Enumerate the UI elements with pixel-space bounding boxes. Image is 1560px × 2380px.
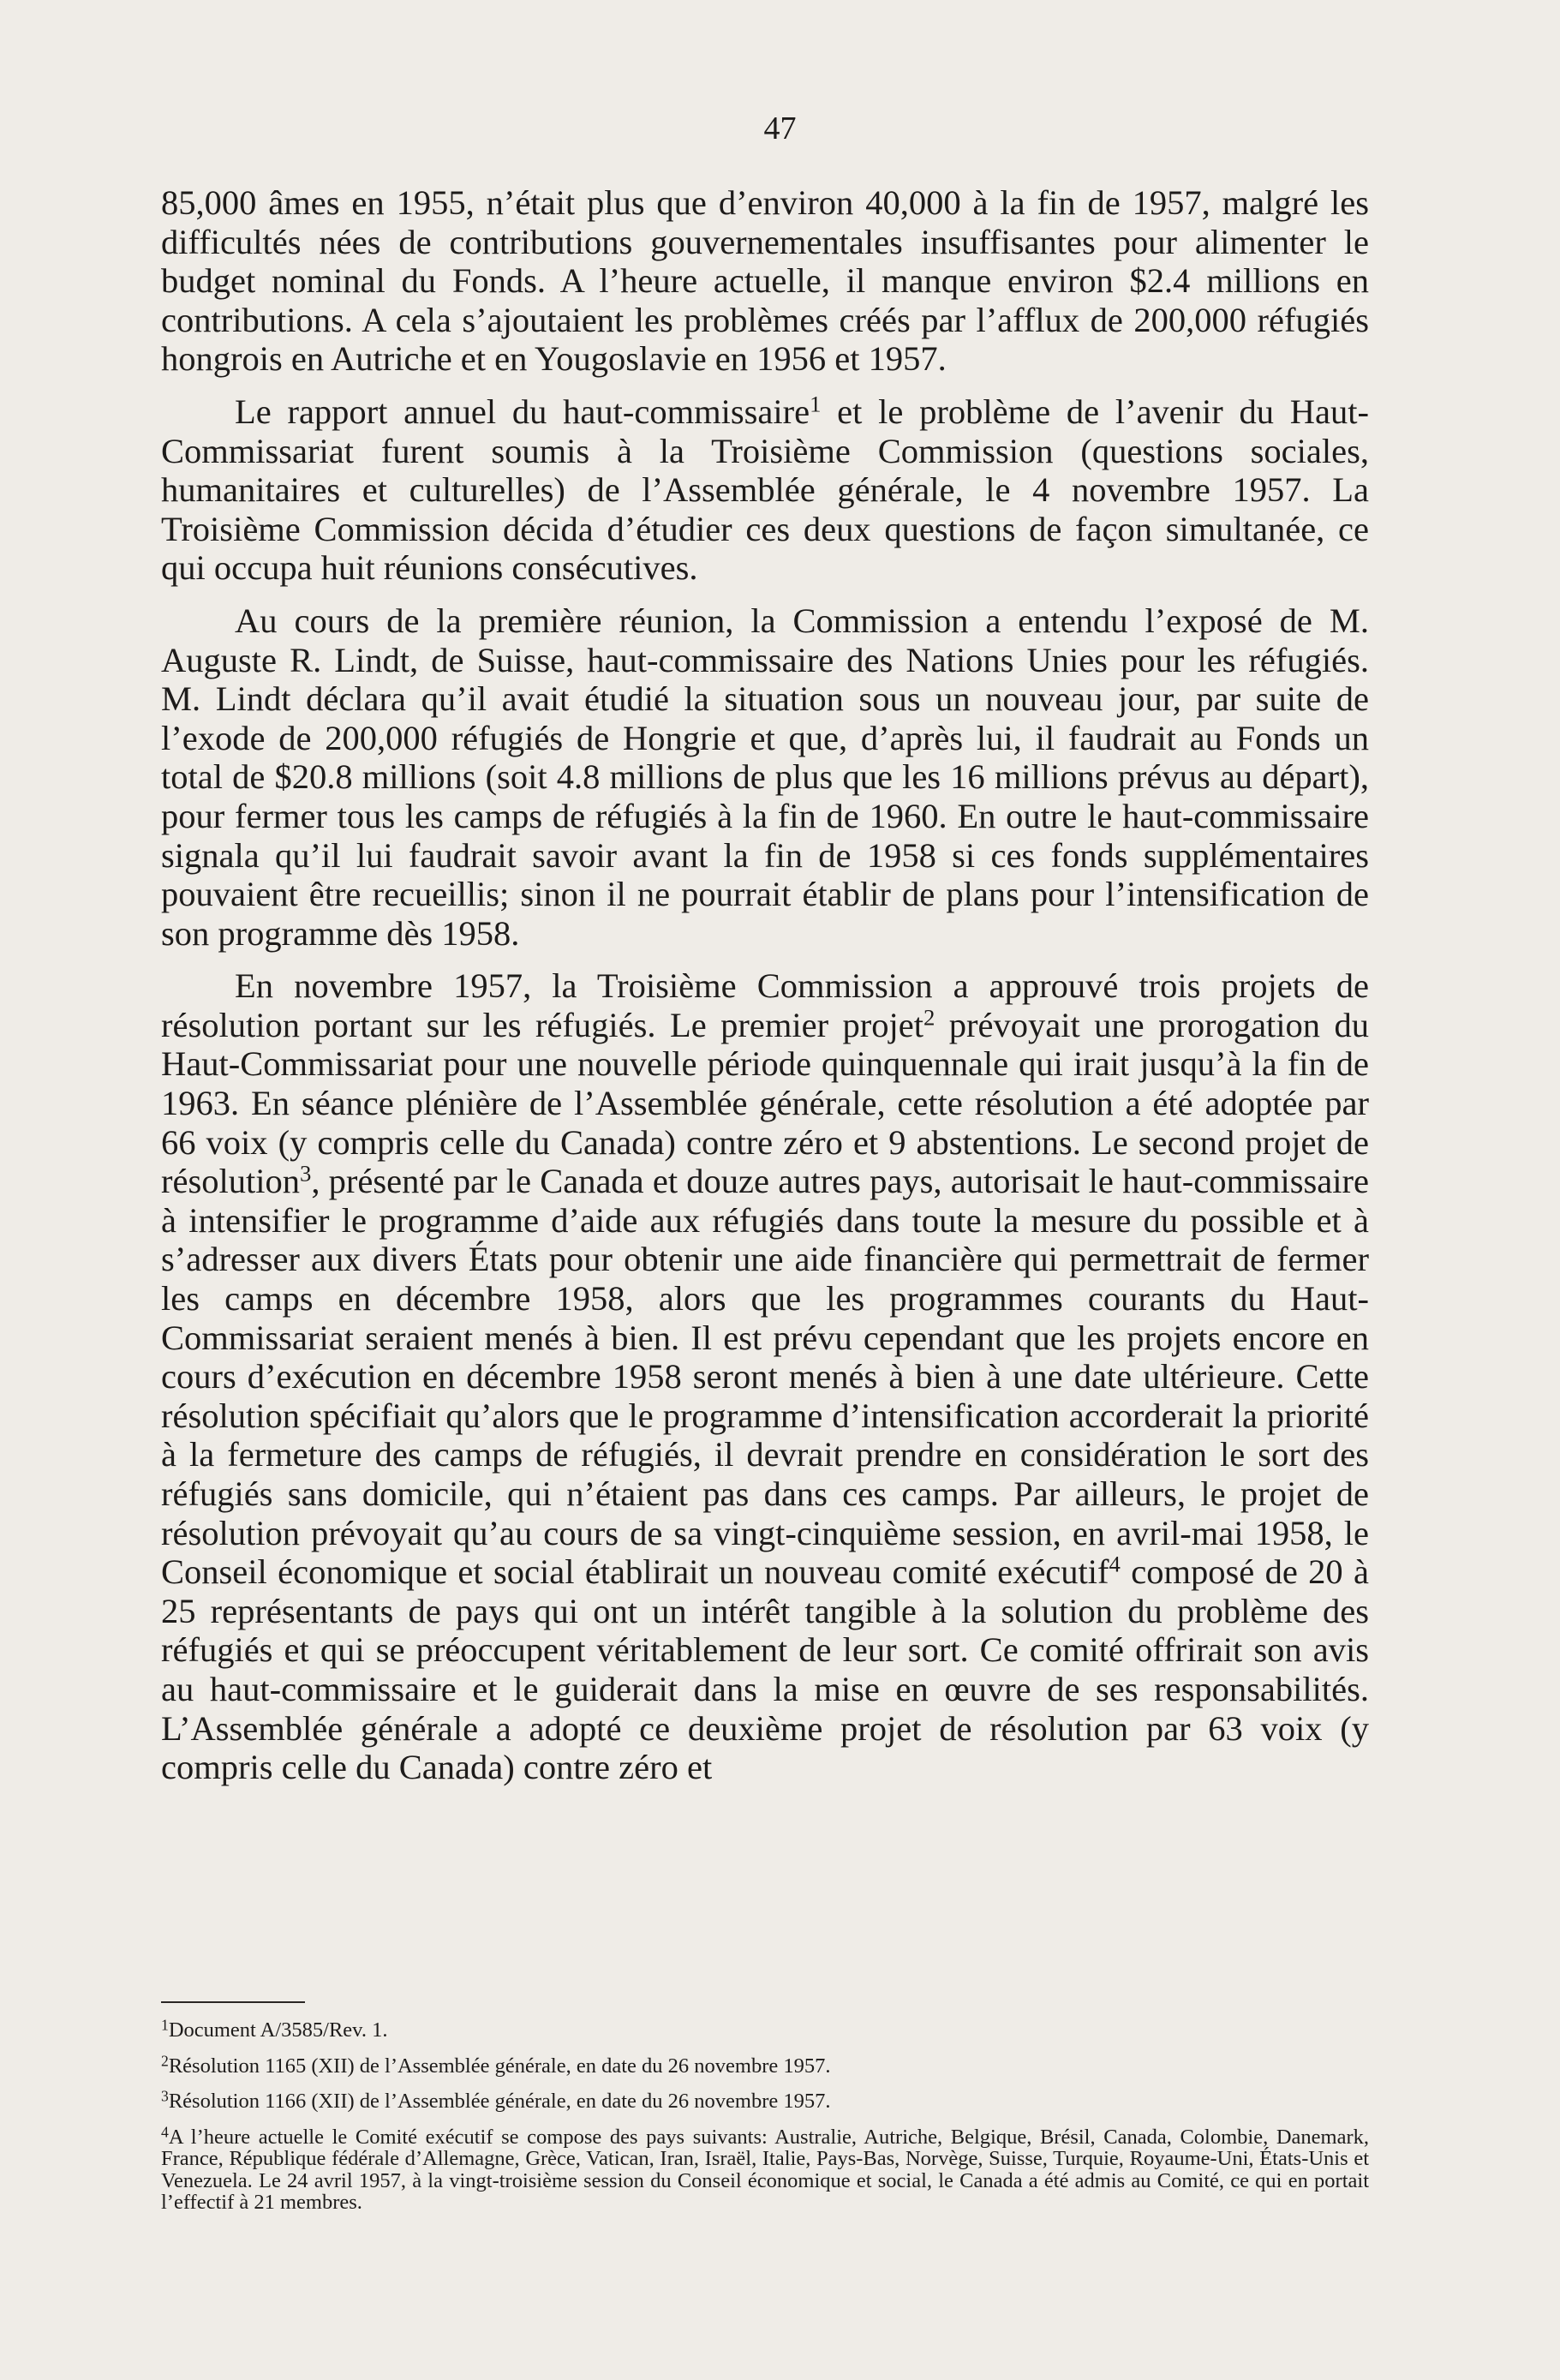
footnote-1	[161, 2016, 1369, 2042]
footnote-4	[161, 2123, 1369, 2214]
paragraph-4-text-c: , présenté par le Canada et douze autres pays, autorisait le haut-commissaire à intensifier le programme d’aide aux réfugiés dans toute la mesure du possible et à s’adresser aux divers États pour obtenir une aide financière qui permettrait de fermer les camps en décembre 1958, alors que les programmes courants du Haut-Commissariat seraient menés à bien. Il est prévu cependant que les projets encore en cours d’exécution en décembre 1958 seront menés à bien à une date ultérieure. Cette résolution spécifiait qu’alors que le programme d’intensification accorderait la priorité à la fermeture des camps de réfugiés, il devrait prendre en considération le sort des réfugiés sans domicile, qui n’étaient pas dans ces camps. Par ailleurs, le projet de résolution prévoyait qu’au cours de sa vingt-cinquième session, en avril-mai 1958, le Conseil économique et social établirait un nouveau comité exécutif	[161, 1162, 1369, 1592]
paragraph-3: Au cours de la première réunion, la Commission a entendu l’exposé de M. Auguste R. Lindt, de Suisse, haut-commissaire des Nations Unies pour les réfugiés. M. Lindt déclara qu’il avait étudié la situation sous un nouveau jour, par suite de l’exode de 200,000 réfugiés de Hongrie et que, d’après lui, il faudrait au Fonds un total de $20.8 millions (soit 4.8 millions de plus que les 16 millions prévus au départ), pour fermer tous les camps de réfugiés à la fin de 1960. En outre le haut-commissaire signala qu’il lui faudrait savoir avant la fin de 1958 si ces fonds supplémentaires pouvaient être recueillis; sinon il ne pourrait établir de plans pour l’intensification de son programme dès 1958.	[161, 601, 1369, 953]
paragraph-4-text-d: composé de 20 à 25 représentants de pays qui ont un intérêt tangible à la solution du problème des réfugiés et qui se préoccupent véritablement de leur sort. Ce comité offrirait son avis au haut-commissaire et le guiderait dans la mise en œuvre de ses responsabilités. L’Assemblée générale a adopté ce deuxième projet de résolution par 63 voix (y compris celle du Canada) contre zéro et	[161, 1552, 1369, 1787]
footnotes	[161, 2016, 1369, 2214]
page-number: 47	[763, 111, 797, 147]
paragraph-4	[161, 966, 1369, 1786]
footnote-text: A l’heure actuelle le Comité exécutif se compose des pays suivants: Australie, Autriche, Belgique, Brésil, Canada, Colombie, Danemark, France, République fédérale d’Allemagne, Grèce, Vatican, Iran, Israël, Italie, Pays-Bas, Norvège, Suisse, Turquie, Royaume-Uni, États-Unis et Venezuela. Le 24 avril 1957, à la vingt-troisième session du Conseil économique et social, le Canada a été admis au Comité, ce qui en portait l’effectif à 21 membres.	[161, 2125, 1369, 2214]
paragraph-2	[161, 392, 1369, 588]
footnote-separator	[161, 2001, 305, 2003]
footnote-text: Résolution 1165 (XII) de l’Assemblée générale, en date du 26 novembre 1957.	[168, 2054, 831, 2078]
paragraph-1: 85,000 âmes en 1955, n’était plus que d’environ 40,000 à la fin de 1957, malgré les difficultés nées de contributions gouvernementales insuffisantes pour alimenter le budget nominal du Fonds. A l’heure actuelle, il manque environ $2.4 millions en contributions. A cela s’ajoutaient les problèmes créés par l’afflux de 200,000 réfugiés hongrois en Autriche et en Yougoslavie en 1956 et 1957.	[161, 183, 1369, 379]
footnote-ref-1: 1	[810, 391, 822, 417]
footnote-number: 2	[161, 2052, 169, 2070]
footnote-3	[161, 2087, 1369, 2113]
footnote-number: 3	[161, 2087, 169, 2105]
paragraph-2-text-b: et le problème de l’avenir du Haut-Commissariat furent soumis à la Troisième Commission (questions sociales, humanitaires et culturelles) de l’Assemblée générale, le 4 novembre 1957. La Troisième Commission décida d’étudier ces deux questions de façon simultanée, ce qui occupa huit réunions consécutives.	[161, 392, 1369, 588]
footnote-2	[161, 2052, 1369, 2078]
footnote-number: 4	[161, 2123, 169, 2141]
footnote-ref-2: 2	[923, 1004, 935, 1031]
footnote-text: Document A/3585/Rev. 1.	[168, 2018, 388, 2042]
paragraph-4-text-b: prévoyait une prorogation du Haut-Commissariat pour une nouvelle période quinquennale qui irait jusqu’à la fin de 1963. En séance plénière de l’Assemblée générale, cette résolution a été adoptée par 66 voix (y compris celle du Canada) contre zéro et 9 abstentions. Le second projet de résolution	[161, 1005, 1370, 1201]
body-text	[161, 183, 1369, 1787]
paragraph-2-text-a: Le rapport annuel du haut-commissaire	[235, 392, 810, 431]
footnote-number: 1	[161, 2016, 169, 2034]
paragraph-4-text-a: En novembre 1957, la Troisième Commission a approuvé trois projets de résolution portant sur les réfugiés. Le premier projet	[161, 966, 1369, 1044]
footnote-ref-3: 3	[299, 1160, 312, 1187]
footnote-text: Résolution 1166 (XII) de l’Assemblée générale, en date du 26 novembre 1957.	[168, 2090, 831, 2113]
footnote-ref-4: 4	[1109, 1551, 1121, 1577]
